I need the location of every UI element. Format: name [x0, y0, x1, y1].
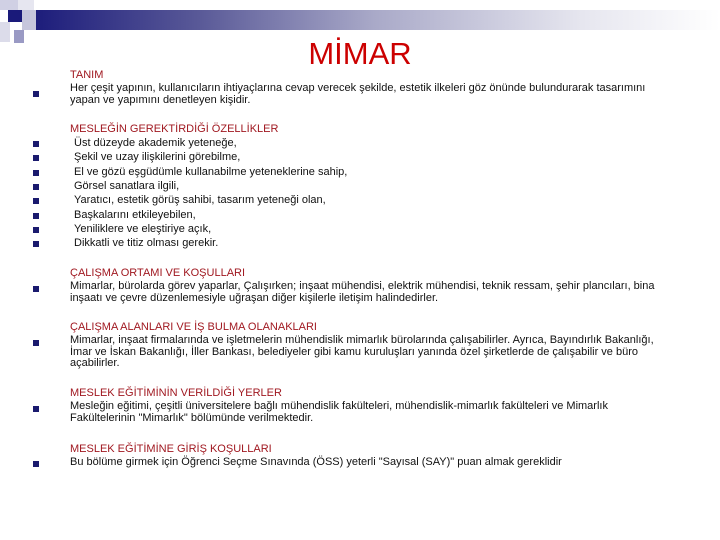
page-title: MİMAR — [308, 36, 412, 71]
section-text: Bu bölüme girmek için Öğrenci Seçme Sınavında (ÖSS) yeterli "Sayısal (SAY)" puan almak gereklidir — [70, 456, 562, 468]
decor-square — [0, 0, 18, 10]
decor-square — [18, 0, 34, 10]
list-item: Görsel sanatlara ilgili, — [74, 180, 180, 192]
section-text: Her çeşit yapının, kullanıcıların ihtiyaçlarına cevap verecek şekilde, estetik ilkeleri göz önünde bulundurarak tasarımını yapan ve yapımını denetleyen kişidir. — [70, 82, 646, 106]
bullet-icon — [33, 213, 39, 219]
section-heading: ÇALIŞMA ORTAMI VE KOŞULLARI — [70, 267, 246, 279]
section-text: Mimarlar, bürolarda görev yaparlar, Çalışırken; inşaat mühendisi, elektrik mühendisi, teknik ressam, şehir plancıları, bina inşaatı ve çevre düzenlemesiyle uğraşan diğer kişilerle iletişim halindedirler. — [70, 280, 655, 304]
bullet-icon — [33, 198, 39, 204]
section-heading: MESLEK EĞİTİMİNE GİRİŞ KOŞULLARI — [70, 443, 272, 455]
bullet-icon — [33, 227, 39, 233]
bullet-icon — [33, 155, 39, 161]
bullet-icon — [33, 141, 39, 147]
section-heading: TANIM — [70, 69, 104, 81]
bullet-icon — [33, 184, 39, 190]
list-item: Üst düzeyde akademik yeteneğe, — [74, 137, 237, 149]
bullet-icon — [33, 340, 39, 346]
decor-square — [22, 10, 36, 30]
section-heading: MESLEĞİN GEREKTİRDİĞİ ÖZELLİKLER — [70, 123, 279, 135]
section-text: Mimarlar, inşaat firmalarında ve işletmelerin mühendislik mimarlık bürolarında çalışabilirler. Ayrıca, Bayındırlık Bakanlığı, İmar ve İskan Bakanlığı, İller Bankası, belediyeler gibi kamu kuruluşları yanında özel şirketlerde de çalışabilir ve büro açabilirler. — [70, 334, 654, 369]
bullet-icon — [33, 461, 39, 467]
bullet-icon — [33, 241, 39, 247]
section-text: Mesleğin eğitimi, çeşitli üniversitelere bağlı mühendislik fakülteleri, mühendislik-mimarlık fakülteleri ve Mimarlık Fakültelerinin "Mimarlık" bölümünde verilmektedir. — [70, 400, 608, 424]
bullet-icon — [33, 91, 39, 97]
bullet-icon — [33, 170, 39, 176]
list-item: Şekil ve uzay ilişkilerini görebilme, — [74, 151, 241, 163]
list-item: Dikkatli ve titiz olması gerekir. — [74, 237, 219, 249]
bullet-icon — [33, 286, 39, 292]
section-heading: MESLEK EĞİTİMİNİN VERİLDİĞİ YERLER — [70, 387, 282, 399]
list-item: Başkalarını etkileyebilen, — [74, 209, 196, 221]
list-item: El ve gözü eşgüdümle kullanabilme yeteneklerine sahip, — [74, 166, 348, 178]
list-item: Yeniliklere ve eleştiriye açık, — [74, 223, 212, 235]
header-gradient-bar — [28, 10, 720, 30]
decor-square — [8, 10, 22, 22]
section-heading: ÇALIŞMA ALANLARI VE İŞ BULMA OLANAKLARI — [70, 321, 317, 333]
list-item: Yaratıcı, estetik görüş sahibi, tasarım yeteneği olan, — [74, 194, 326, 206]
bullet-icon — [33, 406, 39, 412]
